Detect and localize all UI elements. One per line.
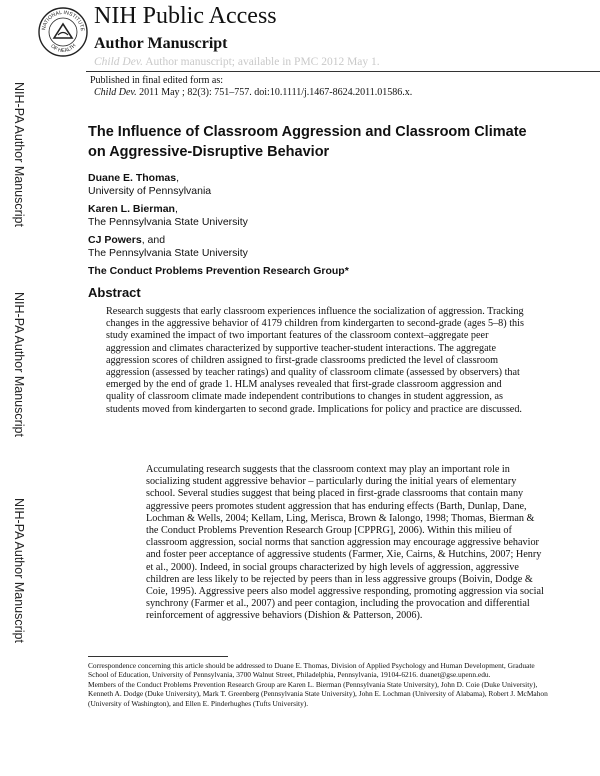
availability-line bbox=[94, 55, 380, 69]
author-name bbox=[88, 172, 179, 185]
abstract-heading: Abstract bbox=[88, 285, 141, 300]
group-members-note: Members of the Conduct Problems Prevention Research Group are Karen L. Bierman (Pennsylvania State University), John D. Coie (Duke University), Kenneth A. Dodge (Duke University), Mark T. Greenberg (Pennsylvania State University), John E. Lochman (University of Alabama), Robert J. McMahon (University of Washington), and Ellen E. Pinderhughes (Tufts University). bbox=[88, 679, 548, 708]
author-name-text: Karen L. Bierman bbox=[88, 203, 175, 215]
article-title: The Influence of Classroom Aggression and Classroom Climate on Aggressive-Disruptive Behavior bbox=[88, 124, 527, 160]
author-affiliation: University of Pennsylvania bbox=[88, 185, 212, 197]
side-banner-middle: NIH-PA Author Manuscript bbox=[12, 292, 26, 437]
author-name bbox=[88, 203, 178, 216]
citation-journal: Child Dev. bbox=[94, 87, 137, 98]
logo-text-bottom: OF HEALTH bbox=[49, 42, 78, 55]
citation-details: 2011 May ; 82(3): 751–757. doi:10.1111/j.1467-8624.2011.01586.x. bbox=[136, 87, 413, 98]
footnotes bbox=[88, 661, 548, 708]
logo-text-top: NATIONAL INSTITUTE bbox=[41, 9, 86, 32]
footnote-divider bbox=[88, 656, 228, 657]
svg-text:OF HEALTH bbox=[49, 43, 77, 54]
abstract-text: Research suggests that early classroom experiences influence the socialization of aggression. Tracking changes in the aggressive behavior of 4179 children from kindergarten to second-grade (ages 5–8) this study examined the impact of two important features of the classroom context–aggregate peer aggression and climates characterized by supportive teacher-student interactions. The aggregate aggression scores of children assigned to first-grade classrooms predicted the level of classroom aggression (assessed by teacher ratings) and quality of classroom climate (assessed by observers) that emerged by the end of grade 1. HLM analyses revealed that first-grade classroom aggression and quality of classroom climate made independent contributions to changes in student aggression, as students moved from kindergarten to second grade. Implications for policy and practice are discussed. bbox=[106, 306, 524, 415]
availability-note: Author manuscript; available in PMC 2012 May 1. bbox=[142, 56, 380, 68]
author-affiliation: The Pennsylvania State University bbox=[88, 216, 248, 228]
author-suffix: , bbox=[176, 172, 180, 184]
citation-line bbox=[94, 87, 412, 99]
author-name-text: CJ Powers bbox=[88, 234, 142, 246]
author-suffix: , bbox=[174, 203, 178, 215]
journal-abbrev: Child Dev. bbox=[94, 56, 143, 68]
side-banner-bottom: NIH-PA Author Manuscript bbox=[12, 498, 26, 643]
side-banner-top: NIH-PA Author Manuscript bbox=[12, 82, 26, 227]
published-line: Published in final edited form as: bbox=[90, 75, 224, 86]
header-divider bbox=[86, 71, 600, 72]
correspondence-note: Correspondence concerning this article should be addressed to Duane E. Thomas, Division of Applied Psychology and Human Development, Graduate School of Education, University of Pennsylvania, 3700 Walnut Street, Philadelphia, Pennsylvania, 19104-6216. duanet@gse.upenn.edu. bbox=[88, 661, 535, 680]
manuscript-label: Author Manuscript bbox=[94, 35, 228, 52]
author-suffix: , and bbox=[141, 234, 166, 246]
author-affiliation: The Pennsylvania State University bbox=[88, 247, 248, 259]
nih-logo bbox=[37, 6, 89, 58]
author-name bbox=[88, 234, 165, 247]
research-group: The Conduct Problems Prevention Research Group* bbox=[88, 265, 349, 277]
author-name-text: Duane E. Thomas bbox=[88, 172, 177, 184]
intro-paragraph: Accumulating research suggests that the classroom context may play an important role in socializing student aggressive behavior – particularly during the initial years of elementary school. Several studies suggest that being placed in first-grade classrooms that contain many aggressive peers promotes student aggression that has enduring effects (Barth, Dunlap, Dane, Lochman & Wells, 2004; Kellam, Ling, Merisca, Brown & Ialongo, 1998; Thomas, Bierman & the Conduct Problems Prevention Research Group [CPPRG], 2006). Within this milieu of classroom aggression, social norms that sanction aggression may encourage aggressive behavior and foster peer acceptance of aggressive students (Farmer, Xie, Cairns, & Hutchins, 2007; Henry et al., 2000). Indeed, in social groups characterized by high levels of aggression, aggressive children are less likely to be rejected by peers than in less aggressive groups (Boivin, Dodge & Coie, 1995). Aggressive peers also model aggressive responding, promoting aggression via social synchrony (Farmer et al., 2007) and peer contagion, including the provocation and differential reinforcement of aggressive behaviors (Dishion & Patterson, 2006). bbox=[146, 464, 544, 622]
site-title: NIH Public Access bbox=[94, 3, 277, 29]
